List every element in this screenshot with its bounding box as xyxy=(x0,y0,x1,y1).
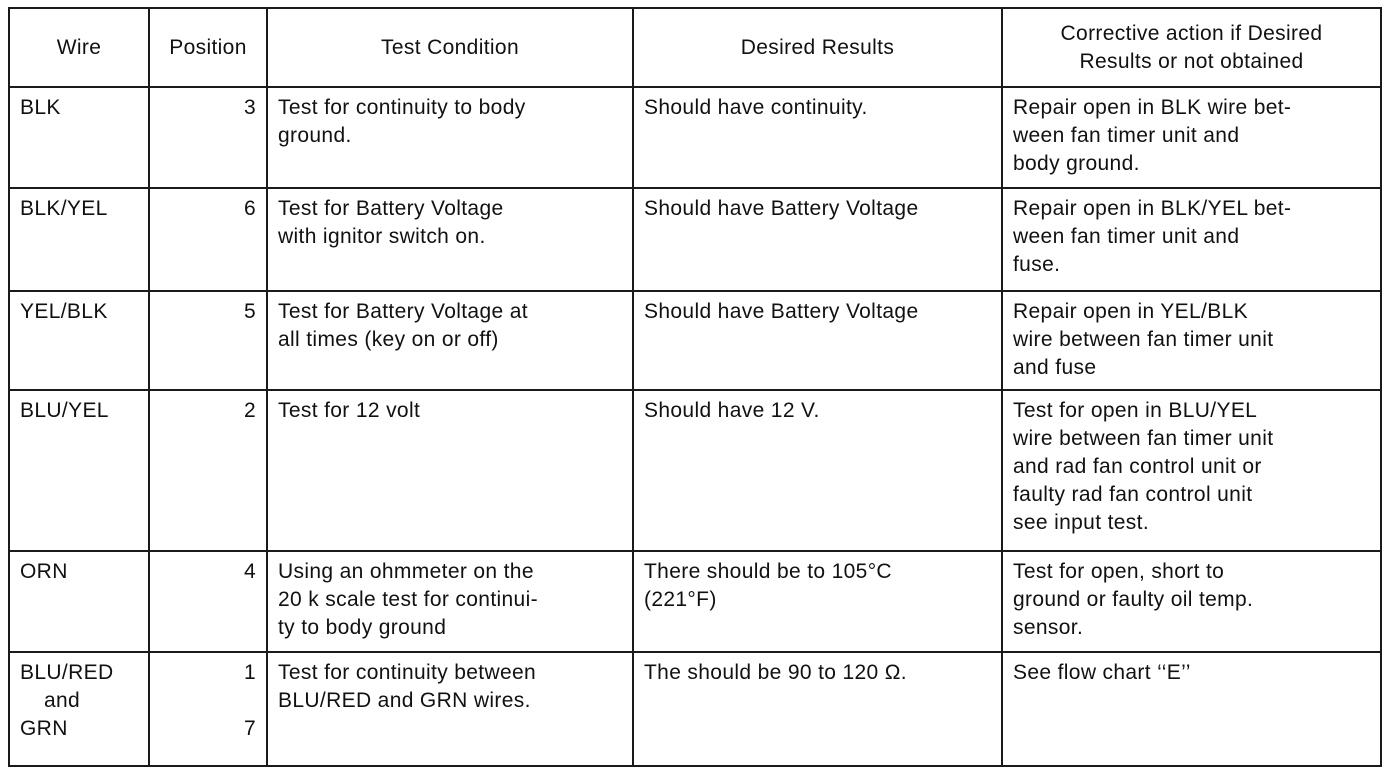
cell-line: 7 xyxy=(243,717,256,740)
table-row xyxy=(9,87,1381,188)
wire-cell xyxy=(9,652,149,766)
position-cell xyxy=(149,652,267,766)
cell-line: BLU/RED xyxy=(20,661,114,684)
cell-line: fuse. xyxy=(1013,253,1061,276)
cell-line: Should have Battery Voltage xyxy=(644,300,919,323)
cell-line: 20 k scale test for continui- xyxy=(278,588,538,611)
cell-line: Test for open in BLU/YEL xyxy=(1013,399,1258,422)
cell-line: ween fan timer unit and xyxy=(1013,124,1240,147)
wire-cell: BLK xyxy=(9,87,149,188)
cell-line: faulty rad fan control unit xyxy=(1013,483,1253,506)
desired-results-cell xyxy=(633,390,1002,551)
cell-line: Should have 12 V. xyxy=(644,399,820,422)
cell-line: See flow chart ‘‘E’’ xyxy=(1013,661,1191,684)
cell-line: with ignitor switch on. xyxy=(278,225,486,248)
position-cell: 6 xyxy=(149,188,267,291)
wire-cell: ORN xyxy=(9,551,149,652)
cell-line: BLU/RED and GRN wires. xyxy=(278,689,531,712)
cell-line: Test for Battery Voltage at xyxy=(278,300,528,323)
cell-line: Repair open in YEL/BLK xyxy=(1013,300,1248,323)
cell-line: Test for open, short to xyxy=(1013,560,1225,583)
cell-line: Repair open in BLK wire bet- xyxy=(1013,96,1292,119)
test-condition-cell xyxy=(267,652,633,766)
cell-line: The should be 90 to 120 Ω. xyxy=(644,661,907,684)
header-corrective-action xyxy=(1002,8,1381,87)
cell-line: and xyxy=(44,689,81,712)
test-condition-cell xyxy=(267,390,633,551)
cell-line: wire between fan timer unit xyxy=(1013,328,1274,351)
test-condition-cell xyxy=(267,291,633,390)
table-row xyxy=(9,551,1381,652)
desired-results-cell xyxy=(633,87,1002,188)
wire-test-table xyxy=(8,7,1382,767)
wire-cell: BLK/YEL xyxy=(9,188,149,291)
header-desired-results: Desired Results xyxy=(633,8,1002,87)
wire-cell: BLU/YEL xyxy=(9,390,149,551)
table-row xyxy=(9,652,1381,766)
cell-line: Repair open in BLK/YEL bet- xyxy=(1013,197,1292,220)
test-condition-cell xyxy=(267,551,633,652)
test-condition-cell xyxy=(267,188,633,291)
cell-line: 1 xyxy=(243,661,256,684)
desired-results-cell xyxy=(633,652,1002,766)
cell-line: wire between fan timer unit xyxy=(1013,427,1274,450)
corrective-action-cell xyxy=(1002,291,1381,390)
cell-line: body ground. xyxy=(1013,152,1140,175)
header-corrective-action-line: Results or not obtained xyxy=(1079,49,1304,73)
diagnostic-page xyxy=(8,7,1380,765)
corrective-action-cell xyxy=(1002,87,1381,188)
table-row xyxy=(9,291,1381,390)
cell-line: all times (key on or off) xyxy=(278,328,499,351)
cell-line: sensor. xyxy=(1013,616,1084,639)
cell-line: ween fan timer unit and xyxy=(1013,225,1240,248)
wire-cell: YEL/BLK xyxy=(9,291,149,390)
cell-line: GRN xyxy=(20,717,68,740)
table-header-row xyxy=(9,8,1381,87)
cell-line: (221°F) xyxy=(644,588,717,611)
cell-line: Should have Battery Voltage xyxy=(644,197,919,220)
cell-line: ty to body ground xyxy=(278,616,447,639)
cell-line: and fuse xyxy=(1013,356,1097,379)
corrective-action-cell xyxy=(1002,652,1381,766)
corrective-action-cell xyxy=(1002,551,1381,652)
cell-line: Test for continuity between xyxy=(278,661,537,684)
cell-line xyxy=(160,687,256,715)
position-cell: 5 xyxy=(149,291,267,390)
desired-results-cell xyxy=(633,188,1002,291)
header-position: Position xyxy=(149,8,267,87)
cell-line: There should be to 105°C xyxy=(644,560,892,583)
cell-line: ground. xyxy=(278,124,352,147)
header-wire: Wire xyxy=(9,8,149,87)
table-row xyxy=(9,188,1381,291)
cell-line: Test for 12 volt xyxy=(278,399,421,422)
cell-line: ground or faulty oil temp. xyxy=(1013,588,1254,611)
cell-line: and rad fan control unit or xyxy=(1013,455,1262,478)
header-test-condition: Test Condition xyxy=(267,8,633,87)
cell-line: Using an ohmmeter on the xyxy=(278,560,534,583)
cell-line: Test for continuity to body xyxy=(278,96,526,119)
desired-results-cell xyxy=(633,291,1002,390)
position-cell: 3 xyxy=(149,87,267,188)
cell-line: see input test. xyxy=(1013,511,1149,534)
test-condition-cell xyxy=(267,87,633,188)
header-corrective-action-line: Corrective action if Desired xyxy=(1060,21,1323,45)
corrective-action-cell xyxy=(1002,188,1381,291)
position-cell: 2 xyxy=(149,390,267,551)
cell-line: Test for Battery Voltage xyxy=(278,197,504,220)
position-cell: 4 xyxy=(149,551,267,652)
table-row xyxy=(9,390,1381,551)
desired-results-cell xyxy=(633,551,1002,652)
cell-line: Should have continuity. xyxy=(644,96,868,119)
corrective-action-cell xyxy=(1002,390,1381,551)
